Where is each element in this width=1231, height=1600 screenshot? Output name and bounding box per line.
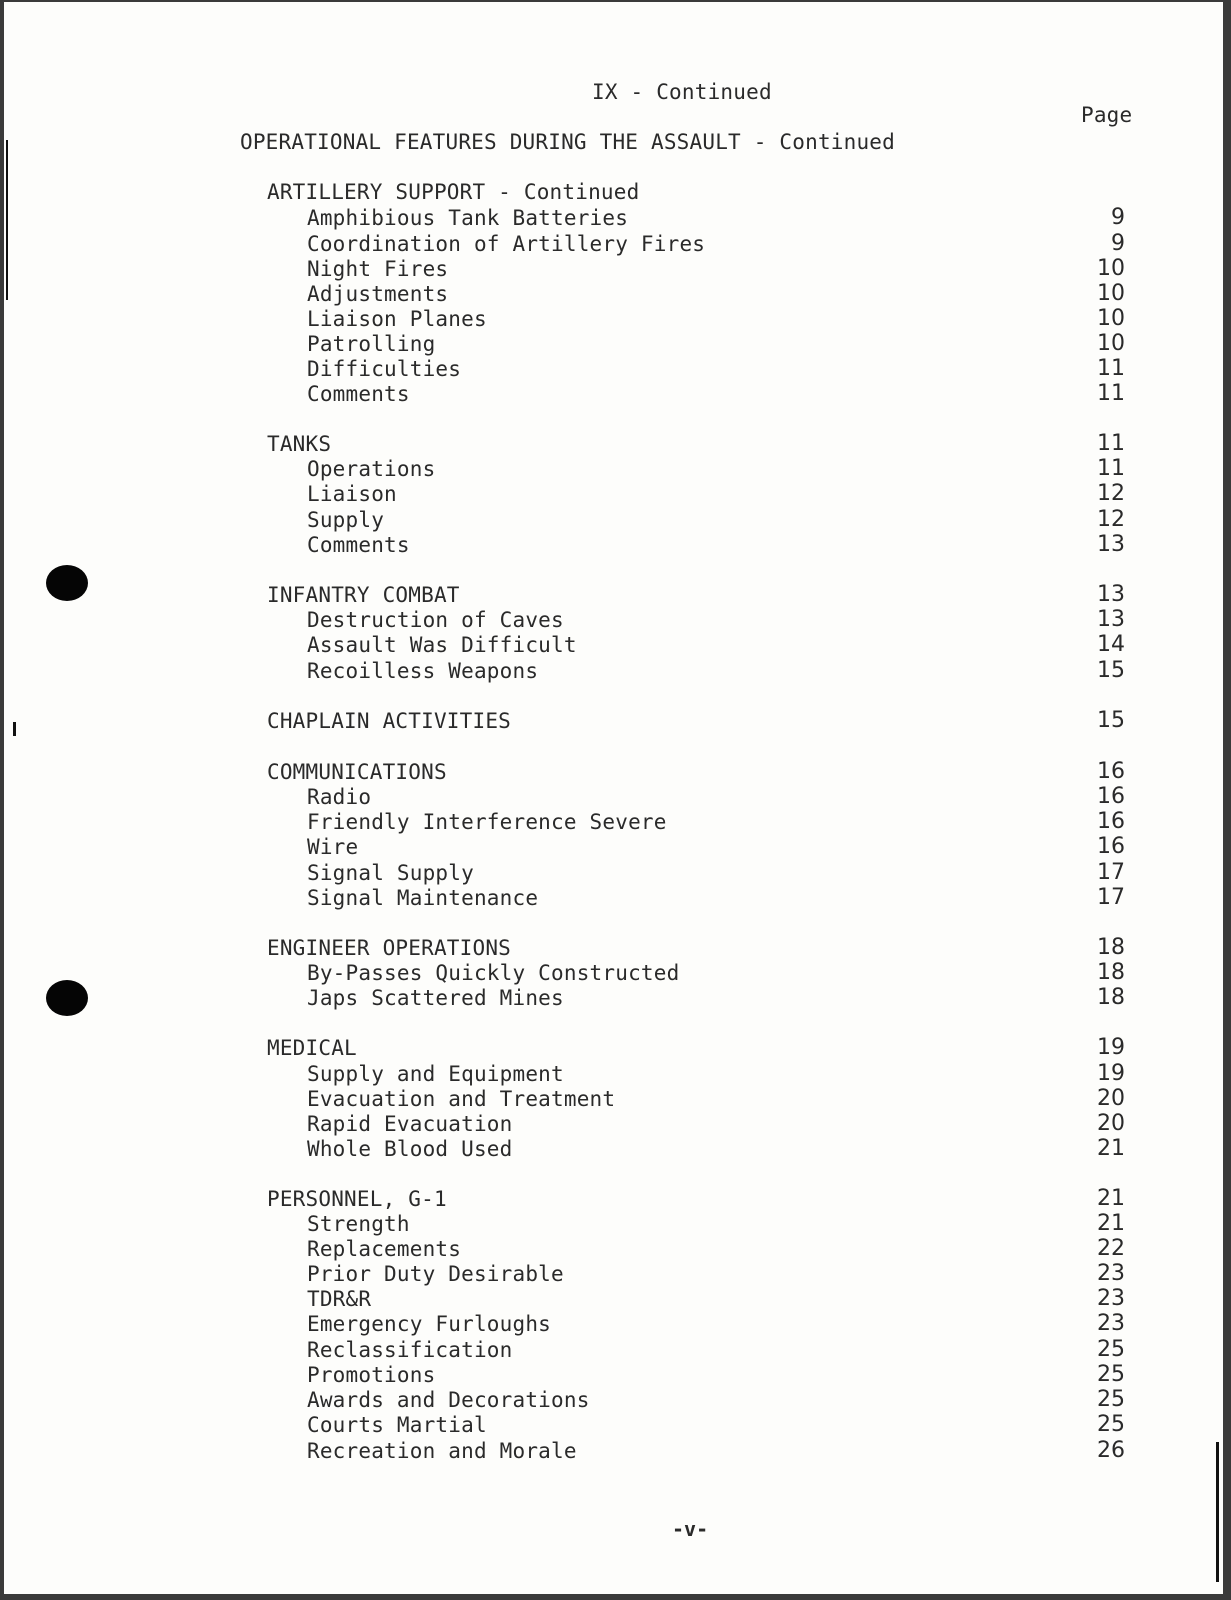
toc-page-number: 21	[1097, 1186, 1125, 1211]
toc-page-number: 26	[1097, 1438, 1125, 1463]
toc-entry-title: Radio	[307, 785, 372, 809]
toc-entry-title: Prior Duty Desirable	[307, 1262, 564, 1286]
toc-page-number: 15	[1097, 708, 1125, 733]
toc-section-title: ARTILLERY SUPPORT - Continued	[267, 180, 640, 204]
toc-page-number: 23	[1097, 1261, 1125, 1286]
toc-page-number: 9	[1111, 205, 1125, 230]
toc-page-number: 21	[1097, 1136, 1125, 1161]
toc-page-number: 11	[1097, 356, 1125, 381]
toc-entry-title: Destruction of Caves	[307, 608, 564, 632]
toc-page-number: 13	[1097, 532, 1125, 557]
toc-entry-title: Signal Supply	[307, 861, 474, 885]
toc-page-number: 17	[1097, 885, 1125, 910]
toc-entry-title: Replacements	[307, 1237, 462, 1261]
toc-section-title: PERSONNEL, G-1	[267, 1187, 447, 1211]
toc-entry-title: Liaison Planes	[307, 307, 487, 331]
scan-speck-left	[13, 722, 16, 736]
toc-page-number: 18	[1097, 935, 1125, 960]
toc-entry-title: Friendly Interference Severe	[307, 810, 667, 834]
toc-entry-title: Evacuation and Treatment	[307, 1087, 616, 1111]
toc-entry-title: By-Passes Quickly Constructed	[307, 961, 680, 985]
toc-entry-title: Wire	[307, 835, 359, 859]
toc-page-number: 20	[1097, 1086, 1125, 1111]
toc-page-number: 11	[1097, 456, 1125, 481]
toc-page-number: 25	[1097, 1362, 1125, 1387]
toc-page-number: 16	[1097, 834, 1125, 859]
toc-page-number: 23	[1097, 1286, 1125, 1311]
toc-entry-title: Night Fires	[307, 257, 449, 281]
toc-page-number: 10	[1097, 331, 1125, 356]
toc-page-number: 13	[1097, 582, 1125, 607]
toc-entry-title: Signal Maintenance	[307, 886, 539, 910]
toc-page-number: 16	[1097, 809, 1125, 834]
toc-entry-title: Strength	[307, 1212, 410, 1236]
toc-entry-title: Recoilless Weapons	[307, 659, 539, 683]
toc-entry-title: Promotions	[307, 1363, 436, 1387]
toc-entry-title: Awards and Decorations	[307, 1388, 590, 1412]
toc-page-number: 10	[1097, 306, 1125, 331]
toc-entry-title: Comments	[307, 533, 410, 557]
scan-edge-mark-right	[1216, 1442, 1219, 1582]
toc-page-number: 19	[1097, 1035, 1125, 1060]
toc-entry-title: TDR&R	[307, 1287, 372, 1311]
toc-section-title: INFANTRY COMBAT	[267, 583, 460, 607]
toc-entry-title: Difficulties	[307, 357, 462, 381]
page-number-footer: -v-	[672, 1517, 709, 1541]
section-heading: OPERATIONAL FEATURES DURING THE ASSAULT - Continued	[240, 130, 895, 154]
toc-entry-title: Patrolling	[307, 332, 436, 356]
toc-entry-title: Operations	[307, 457, 436, 481]
toc-section-title: CHAPLAIN ACTIVITIES	[267, 709, 512, 733]
toc-page-number: 11	[1097, 431, 1125, 456]
toc-page-number: 14	[1097, 632, 1125, 657]
punch-hole-bottom	[46, 980, 88, 1016]
toc-entry-title: Emergency Furloughs	[307, 1312, 552, 1336]
toc-page-number: 10	[1097, 256, 1125, 281]
toc-entry-title: Rapid Evacuation	[307, 1112, 513, 1136]
toc-page-number: 20	[1097, 1111, 1125, 1136]
toc-entry-title: Japs Scattered Mines	[307, 986, 564, 1010]
toc-page-number: 21	[1097, 1211, 1125, 1236]
toc-page-number: 16	[1097, 784, 1125, 809]
toc-entry-title: Whole Blood Used	[307, 1137, 513, 1161]
toc-page-number: 12	[1097, 481, 1125, 506]
toc-page-number: 12	[1097, 507, 1125, 532]
page-column-label: Page	[1081, 103, 1133, 127]
toc-page-number: 17	[1097, 860, 1125, 885]
toc-page-number: 25	[1097, 1412, 1125, 1437]
toc-page-number: 18	[1097, 960, 1125, 985]
toc-entry-title: Courts Martial	[307, 1413, 487, 1437]
scan-edge-mark-left	[6, 140, 8, 300]
toc-page-number: 9	[1111, 231, 1125, 256]
toc-entry-title: Comments	[307, 382, 410, 406]
toc-entry-title: Supply and Equipment	[307, 1062, 564, 1086]
toc-page-number: 16	[1097, 759, 1125, 784]
toc-section-title: MEDICAL	[267, 1036, 357, 1060]
toc-section-title: COMMUNICATIONS	[267, 760, 447, 784]
toc-entry-title: Coordination of Artillery Fires	[307, 232, 706, 256]
toc-entry-title: Liaison	[307, 482, 397, 506]
document-page	[4, 2, 1223, 1594]
toc-entry-title: Supply	[307, 508, 385, 532]
toc-section-title: ENGINEER OPERATIONS	[267, 936, 512, 960]
toc-entry-title: Adjustments	[307, 282, 449, 306]
toc-entry-title: Reclassification	[307, 1338, 513, 1362]
toc-page-number: 13	[1097, 607, 1125, 632]
toc-page-number: 10	[1097, 281, 1125, 306]
toc-page-number: 11	[1097, 381, 1125, 406]
toc-page-number: 15	[1097, 658, 1125, 683]
toc-page-number: 25	[1097, 1337, 1125, 1362]
toc-page-number: 19	[1097, 1061, 1125, 1086]
toc-page-number: 23	[1097, 1311, 1125, 1336]
toc-page-number: 25	[1097, 1387, 1125, 1412]
punch-hole-top	[46, 565, 88, 601]
toc-entry-title: Assault Was Difficult	[307, 633, 577, 657]
toc-page-number: 22	[1097, 1236, 1125, 1261]
page-title: IX - Continued	[592, 80, 772, 104]
toc-page-number: 18	[1097, 985, 1125, 1010]
toc-entry-title: Amphibious Tank Batteries	[307, 206, 629, 230]
toc-entry-title: Recreation and Morale	[307, 1439, 577, 1463]
toc-section-title: TANKS	[267, 432, 332, 456]
